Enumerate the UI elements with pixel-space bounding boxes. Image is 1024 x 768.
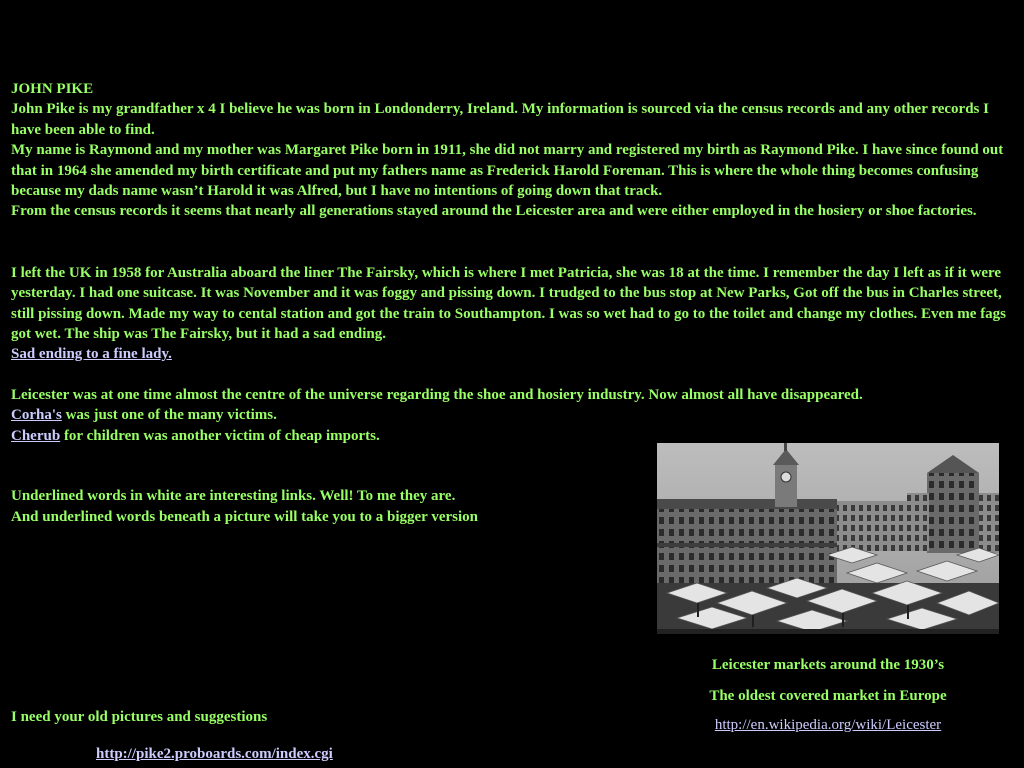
links-note: Underlined words in white are interesting links. Well! To me they are. xyxy=(11,488,456,505)
photo-caption-subtitle: The oldest covered market in Europe xyxy=(709,688,947,704)
photo-caption-title: Leicester markets around the 1930’s xyxy=(711,657,945,673)
wikipedia-leicester-link[interactable]: http://en.wikipedia.org/wiki/Leicester xyxy=(714,717,942,733)
forum-link[interactable]: http://pike2.proboards.com/index.cgi xyxy=(96,746,333,762)
page-title: JOHN PIKE xyxy=(11,81,94,97)
census-paragraph: From the census records it seems that nearly all generations stayed around the Leicester area and were either employed in the hosiery or shoe factories. xyxy=(11,203,977,220)
corhas-row xyxy=(11,405,1015,425)
sad-ending-row xyxy=(11,344,1015,364)
market-photo-image xyxy=(657,443,999,634)
sad-ending-link[interactable]: Sad ending to a fine lady. xyxy=(11,346,172,363)
industry-paragraph: Leicester was at one time almost the centre of the universe regarding the shoe and hosiery industry. Now almost all have disappeared. xyxy=(11,386,863,403)
emigration-paragraph: I left the UK in 1958 for Australia aboard the liner The Fairsky, which is where I met Patricia, she was 18 at the time. I remember the day I left as if it were yesterday. I had one suitcase. It was November and it was foggy and pissing down. I trudged to the bus stop at New Parks, Got off the bus in Charles street, still pissing down. Made my way to cental station and got the train to Southampton. I was so wet had to go to the toilet and change my clothes. Even me fags got wet. The ship was The Fairsky, but it had a sad ending. xyxy=(11,264,1007,343)
birth-paragraph: My name is Raymond and my mother was Margaret Pike born in 1911, she did not marry and registered my birth as Raymond Pike. I have since found out that in 1964 she amended my birth certificate and put my fathers name as Frederick Harold Foreman. This is where the whole thing becomes confusing because my dads name wasn’t Harold it was Alfred, but I have no intentions of going down that track. xyxy=(11,142,1004,200)
pictures-request: I need your old pictures and suggestions xyxy=(11,709,268,725)
intro-paragraph: John Pike is my grandfather x 4 I believe he was born in Londonderry, Ireland. My information is sourced via the census records and any other records I have been able to find. xyxy=(11,101,989,138)
picture-note: And underlined words beneath a picture will take you to a bigger version xyxy=(11,508,478,525)
spacer xyxy=(11,365,1015,385)
corhas-link[interactable]: Corha's xyxy=(11,407,62,424)
cherub-link[interactable]: Cherub xyxy=(11,427,61,444)
corhas-text: was just one of the many victims. xyxy=(61,407,277,424)
photo-link-row xyxy=(657,715,999,735)
spacer xyxy=(11,222,1015,263)
leicester-market-photo[interactable] xyxy=(657,443,999,634)
forum-link-row xyxy=(96,744,333,764)
cherub-text: for children was another victim of cheap imports. xyxy=(60,427,380,444)
